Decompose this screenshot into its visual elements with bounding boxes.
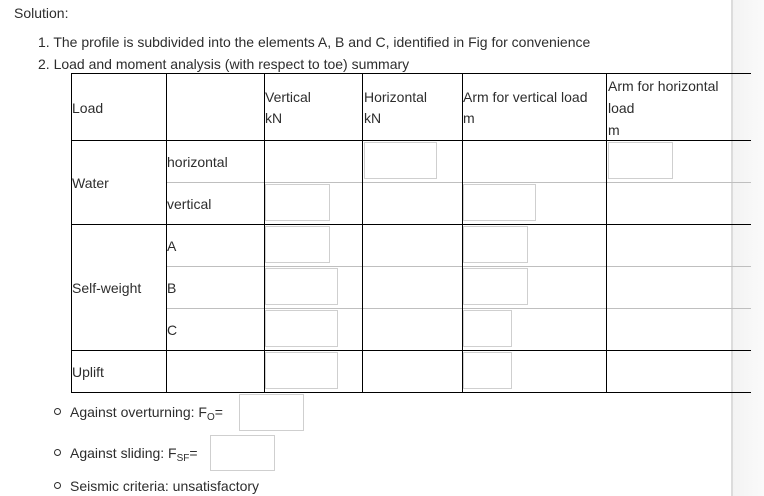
- header-arm-horizontal-unit: m: [608, 122, 620, 138]
- sliding-factor-input[interactable]: [210, 435, 275, 471]
- header-horizontal: Horizontal: [364, 89, 428, 105]
- element-c-vertical-input[interactable]: [265, 310, 338, 347]
- table-border-bottom: [71, 392, 751, 393]
- water-vertical-arm-input[interactable]: [463, 184, 536, 221]
- element-a-vertical-input[interactable]: [265, 226, 330, 263]
- uplift-vertical-input[interactable]: [265, 352, 338, 389]
- table-column-divider: [606, 73, 607, 393]
- row-uplift: Uplift: [72, 364, 104, 380]
- bullet-icon: [54, 408, 61, 415]
- table-row-divider: [71, 350, 751, 351]
- table-row-divider: [166, 182, 751, 183]
- header-arm-vertical-unit: m: [463, 110, 475, 126]
- sliding-label: Against sliding: $F_{SF}=$: [70, 445, 198, 464]
- header-vertical-unit: kN: [265, 110, 283, 126]
- seismic-criteria-text: Seismic criteria: unsatisfactory: [70, 478, 260, 494]
- header-load: Load: [72, 100, 104, 116]
- row-self-weight: Self-weight: [72, 280, 142, 296]
- table-border-left: [71, 73, 72, 393]
- overturning-factor-input[interactable]: [239, 394, 304, 431]
- water-vertical-kn-input[interactable]: [265, 184, 330, 221]
- table-row-divider: [71, 224, 751, 225]
- step-1-text: 1. The profile is subdivided into the elements A, B and C, identified in Fig for convenience: [38, 34, 591, 50]
- element-b-arm-input[interactable]: [463, 268, 528, 305]
- table-row-divider: [71, 140, 751, 141]
- row-element-b: B: [167, 280, 177, 296]
- header-horizontal-unit: kN: [364, 110, 382, 126]
- header-arm-horizontal-load: load: [608, 100, 635, 116]
- row-element-a: A: [167, 238, 177, 254]
- header-arm-vertical: Arm for vertical load: [463, 89, 588, 105]
- table-column-divider: [166, 73, 167, 393]
- element-c-arm-input[interactable]: [463, 310, 512, 347]
- table-row-divider: [166, 308, 751, 309]
- step-2-text: 2. Load and moment analysis (with respect to toe) summary: [38, 56, 410, 72]
- water-horizontal-arm-input[interactable]: [608, 142, 673, 179]
- bullet-icon: [54, 449, 61, 456]
- table-border-top: [71, 73, 751, 74]
- element-a-arm-input[interactable]: [463, 226, 528, 263]
- element-b-vertical-input[interactable]: [265, 268, 338, 305]
- sidebar-panel: [733, 0, 764, 496]
- header-arm-horizontal: Arm for horizontal: [608, 78, 719, 94]
- solution-heading: Solution:: [14, 5, 69, 21]
- table-row-divider: [166, 266, 751, 267]
- water-horizontal-kn-input[interactable]: [364, 142, 437, 179]
- uplift-arm-input[interactable]: [463, 352, 512, 389]
- row-water: Water: [72, 175, 109, 191]
- row-water-vertical: vertical: [167, 196, 212, 212]
- row-water-horizontal: horizontal: [167, 154, 228, 170]
- overturning-label: Against overturning: $F_O=$: [70, 404, 223, 423]
- bullet-icon: [54, 482, 61, 489]
- row-element-c: C: [167, 322, 178, 338]
- table-column-divider: [362, 73, 363, 393]
- header-vertical: Vertical: [265, 89, 311, 105]
